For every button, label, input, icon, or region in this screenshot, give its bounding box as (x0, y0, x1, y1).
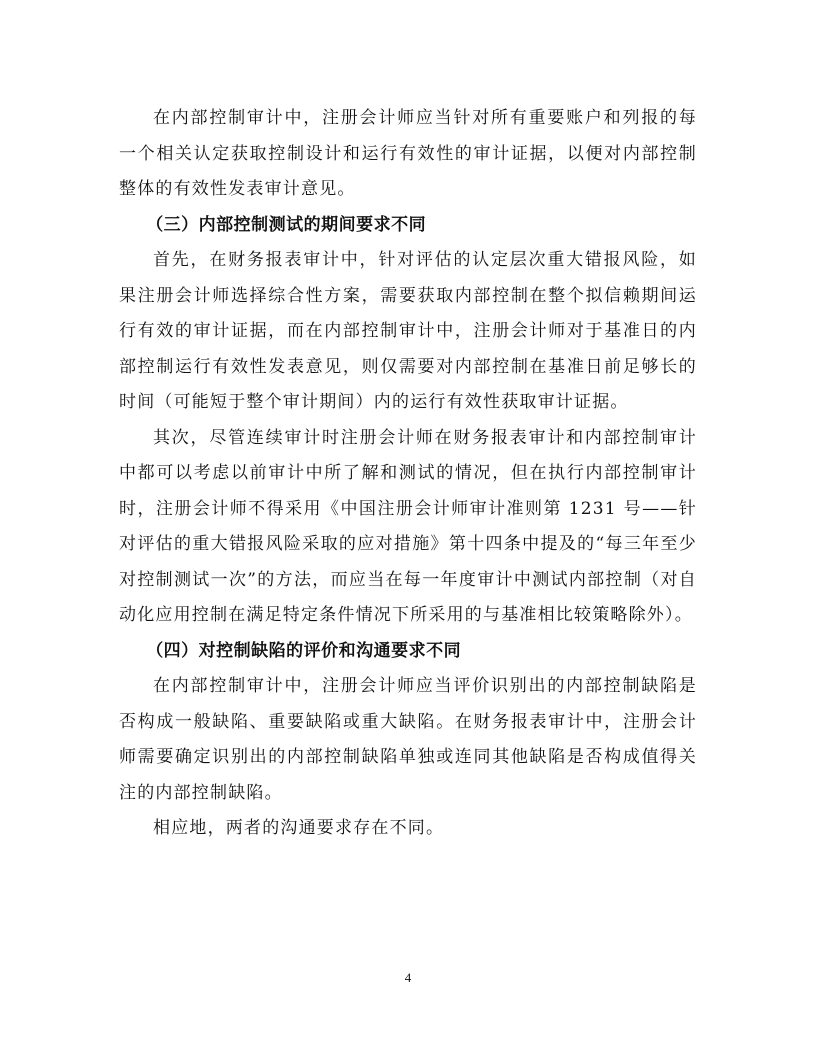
paragraph-testing-period-first: 首先，在财务报表审计中，针对评估的认定层次重大错报风险，如果注册会计师选择综合性方案，需要获取内部控制在整个拟信赖期间运行有效的审计证据，而在内部控制审计中，注册会计师对于基准日的内部控制运行有效性发表意见，则仅需要对内部控制在基准日前足够长的时间（可能短于整个审计期间）内的运行有效性获取审计证据。 (119, 250, 697, 412)
section-heading-testing-period: （三）内部控制测试的期间要求不同 (146, 214, 427, 235)
paragraph-deficiency-evaluation: 在内部控制审计中，注册会计师应当评价识别出的内部控制缺陷是否构成一般缺陷、重要缺陷或重大缺陷。在财务报表审计中，注册会计师需要确定识别出的内部控制缺陷单独或连同其他缺陷是否构成值得关注的内部控制缺陷。 (119, 676, 697, 803)
page-number: 4 (404, 970, 412, 985)
paragraph-scope-of-evidence: 在内部控制审计中，注册会计师应当针对所有重要账户和列报的每一个相关认定获取控制设计和运行有效性的审计证据，以便对内部控制整体的有效性发表审计意见。 (119, 108, 697, 199)
paragraph-communication: 相应地，两者的沟通要求存在不同。 (153, 818, 445, 838)
page-body (119, 101, 697, 847)
paragraph-testing-period-second: 其次，尽管连续审计时注册会计师在财务报表审计和内部控制审计中都可以考虑以前审计中所了解和测试的情况，但在执行内部控制审计时，注册会计师不得采用《中国注册会计师审计准则第 1231 号——针对评估的重大错报风险采取的应对措施》第十四条中提及的“每三年至少对控制测试一次”的方法，而应当在每一年度审计中测试内部控制（对自动化应用控制在满足特定条件情况下所采用的与基准相比较策略除外）。 (119, 427, 697, 625)
section-heading-deficiency-evaluation: （四）对控制缺陷的评价和沟通要求不同 (146, 640, 462, 661)
